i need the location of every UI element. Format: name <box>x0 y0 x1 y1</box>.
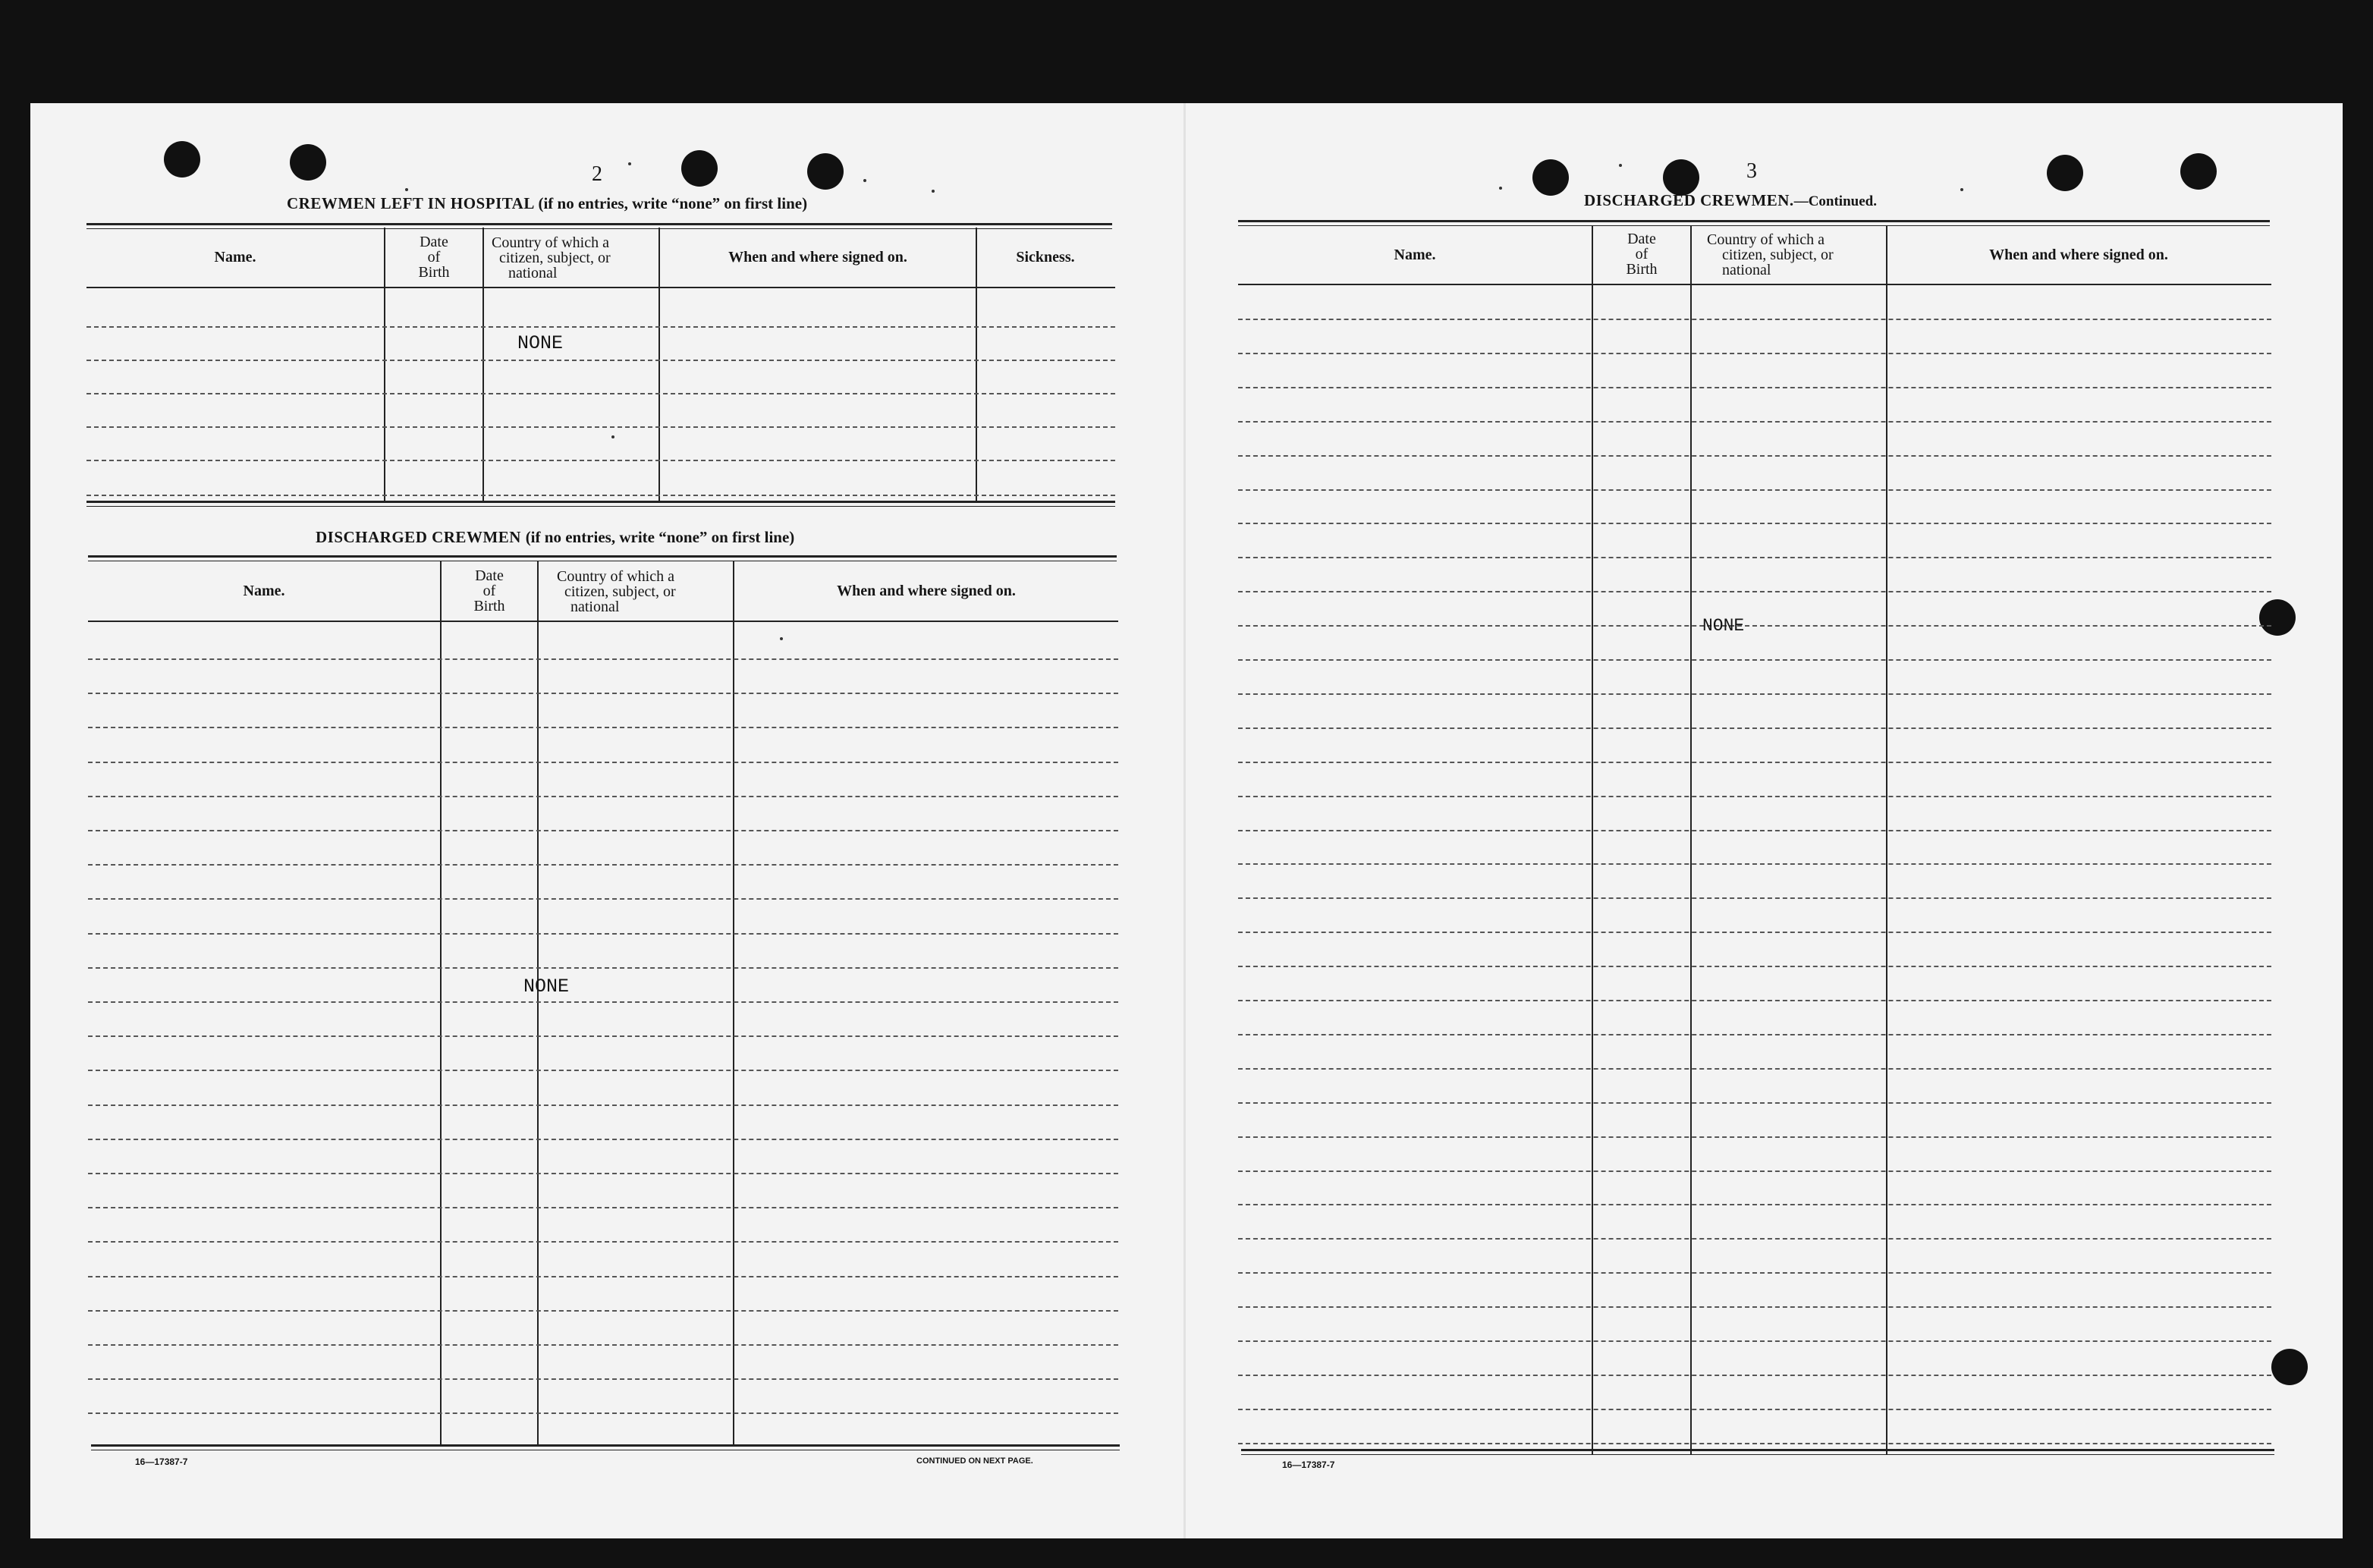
punch-hole <box>1663 159 1699 196</box>
hospital-col-sickness: Sickness. <box>1016 249 1075 266</box>
table-row <box>1238 863 2271 865</box>
table-row <box>1238 625 2271 627</box>
punch-hole <box>290 144 326 181</box>
punch-hole <box>2047 155 2083 191</box>
table-row <box>1238 319 2271 320</box>
table-row <box>1238 1000 2271 1001</box>
hospital-bottom-rule <box>86 501 1115 507</box>
punch-hole <box>681 150 718 187</box>
table-row <box>88 1070 1118 1071</box>
right-top-rule <box>1238 220 2270 226</box>
table-row <box>1238 693 2271 695</box>
discharged-col-country: Country of which a citizen, subject, or national <box>557 568 676 615</box>
speck <box>1960 188 1963 191</box>
speck <box>611 435 614 438</box>
right-none-entry: NONE <box>1702 616 1745 636</box>
punch-hole <box>164 141 200 178</box>
table-row <box>1238 353 2271 354</box>
table-row <box>1238 489 2271 491</box>
table-row <box>88 762 1118 763</box>
table-row <box>1238 523 2271 524</box>
discharged-col-name: Name. <box>243 583 285 599</box>
hospital-col-name: Name. <box>214 249 256 266</box>
hospital-section-title <box>287 194 807 213</box>
hospital-header-rule <box>86 287 1115 288</box>
table-row <box>88 1412 1118 1414</box>
table-row <box>1238 387 2271 388</box>
speck <box>405 188 408 191</box>
discharged-col-dob: Date of Birth <box>473 567 505 614</box>
page-fold <box>1183 103 1186 1538</box>
punch-hole <box>2180 153 2217 190</box>
right-col-dob: Date of Birth <box>1626 231 1658 278</box>
discharged-section-title <box>316 528 794 547</box>
table-row <box>1238 1375 2271 1376</box>
table-row <box>88 864 1118 866</box>
table-row <box>88 1105 1118 1106</box>
table-row <box>1238 659 2271 661</box>
table-row <box>1238 1102 2271 1104</box>
table-row <box>88 898 1118 900</box>
col-divider <box>1886 226 1887 1455</box>
speck <box>628 162 631 165</box>
table-row <box>86 393 1115 394</box>
table-row <box>86 426 1115 428</box>
speck <box>932 190 935 193</box>
table-row <box>88 1207 1118 1208</box>
table-row <box>1238 1238 2271 1240</box>
table-row <box>1238 966 2271 967</box>
table-row <box>88 693 1118 694</box>
right-title-continued: —Continued. <box>1793 193 1877 209</box>
table-row <box>1238 1443 2271 1444</box>
right-col-country: Country of which a citizen, subject, or national <box>1707 231 1834 278</box>
discharged-title-note: (if no entries, write “none” on first line) <box>525 528 795 546</box>
table-row <box>1238 1068 2271 1070</box>
table-row <box>1238 1136 2271 1138</box>
footer-continued: CONTINUED ON NEXT PAGE. <box>916 1456 1033 1466</box>
punch-hole <box>1532 159 1569 196</box>
hospital-col-dob: Date of Birth <box>418 234 450 281</box>
hospital-col-signed: When and where signed on. <box>728 249 907 266</box>
table-row <box>1238 1171 2271 1172</box>
table-row <box>1238 1034 2271 1035</box>
table-row <box>86 460 1115 461</box>
right-title-text: DISCHARGED CREWMEN. <box>1584 191 1794 209</box>
table-row <box>88 1139 1118 1140</box>
right-col-signed: When and where signed on. <box>1989 247 2168 263</box>
discharged-col-signed: When and where signed on. <box>837 583 1016 599</box>
table-row <box>1238 1340 2271 1342</box>
table-row <box>88 1276 1118 1277</box>
table-row <box>1238 727 2271 729</box>
hospital-none-entry: NONE <box>517 332 564 354</box>
table-row <box>86 495 1115 496</box>
table-row <box>88 1035 1118 1037</box>
table-row <box>88 727 1118 728</box>
table-row <box>88 1241 1118 1243</box>
footer-form-code-left: 16—17387-7 <box>135 1456 188 1467</box>
discharged-header-rule <box>88 621 1118 622</box>
speck <box>863 179 866 182</box>
table-row <box>88 933 1118 935</box>
punch-hole <box>2271 1349 2308 1385</box>
right-bottom-rule <box>1241 1449 2274 1455</box>
right-section-title <box>1584 191 1877 210</box>
discharged-top-rule <box>88 555 1117 561</box>
table-row <box>88 967 1118 969</box>
hospital-col-country: Country of which a citizen, subject, or national <box>492 234 611 281</box>
table-row <box>88 830 1118 831</box>
punch-hole <box>807 153 844 190</box>
table-row <box>1238 1306 2271 1308</box>
table-row <box>88 796 1118 797</box>
table-row <box>1238 762 2271 763</box>
table-row <box>1238 1409 2271 1410</box>
hospital-title-text: CREWMEN LEFT IN HOSPITAL <box>287 194 534 212</box>
table-row <box>1238 591 2271 592</box>
footer-form-code-right: 16—17387-7 <box>1282 1460 1335 1470</box>
table-row <box>1238 455 2271 457</box>
table-row <box>88 1001 1118 1003</box>
table-row <box>88 1378 1118 1380</box>
speck <box>780 637 783 640</box>
table-row <box>88 1344 1118 1346</box>
col-divider <box>1690 226 1692 1455</box>
table-row <box>1238 1204 2271 1205</box>
table-row <box>86 326 1115 328</box>
hospital-title-note: (if no entries, write “none” on first line) <box>538 194 808 212</box>
discharged-title-text: DISCHARGED CREWMEN <box>316 528 521 546</box>
table-row <box>1238 897 2271 899</box>
table-row <box>88 1173 1118 1174</box>
table-row <box>1238 557 2271 558</box>
table-row <box>1238 421 2271 423</box>
table-row <box>88 1310 1118 1312</box>
punch-hole <box>2259 599 2296 636</box>
table-row <box>1238 1272 2271 1274</box>
discharged-bottom-rule <box>91 1444 1120 1450</box>
right-col-name: Name. <box>1394 247 1436 263</box>
page-number-left: 2 <box>592 162 602 186</box>
table-row <box>1238 796 2271 797</box>
table-row <box>1238 830 2271 831</box>
right-header-rule <box>1238 284 2271 285</box>
table-row <box>1238 932 2271 933</box>
page-number-right: 3 <box>1746 159 1757 183</box>
col-divider <box>1592 226 1593 1455</box>
table-row <box>86 360 1115 361</box>
discharged-none-entry: NONE <box>523 976 570 998</box>
table-row <box>88 658 1118 660</box>
speck <box>1499 187 1502 190</box>
speck <box>1619 164 1622 167</box>
